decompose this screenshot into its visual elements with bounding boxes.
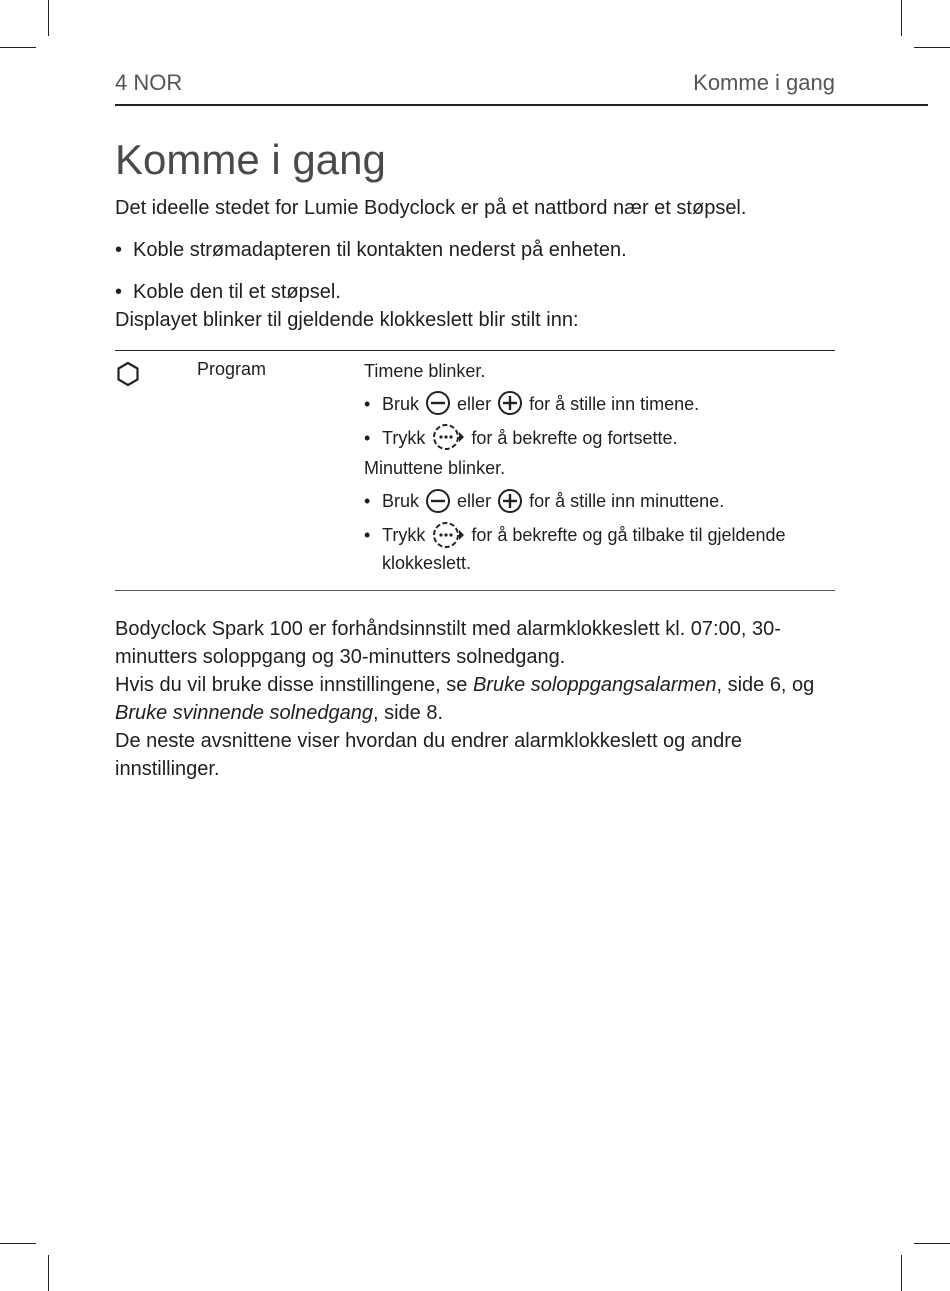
bullet-dot: • <box>115 239 123 261</box>
instruction-item <box>364 522 835 575</box>
page-number: 4 NOR <box>115 70 183 95</box>
crop-mark <box>0 1243 36 1244</box>
list-item <box>115 278 840 306</box>
instruction-item <box>364 488 835 514</box>
instruction-text: Bruk <box>382 394 420 414</box>
instruction-text: Trykk <box>382 525 426 546</box>
page-content <box>115 134 840 783</box>
bullet-dot: • <box>364 525 371 546</box>
bullet-text: Koble den til et støpsel. <box>133 281 341 303</box>
bullet-text: Koble strømadapteren til kontakten nederst på enheten. <box>133 239 627 261</box>
plus-circle-icon <box>497 390 523 416</box>
intro-paragraph: Det ideelle stedet for Lumie Bodyclock er på et nattbord nær et støpsel. <box>115 197 747 219</box>
instruction-text: for å bekrefte og gå tilbake til gjeldende klokkeslett. <box>382 525 786 573</box>
running-header: Komme i gang <box>693 70 835 95</box>
cross-reference: Bruke svinnende solnedgang <box>115 701 373 724</box>
bullet-dot: • <box>364 491 371 512</box>
header-rule <box>115 104 928 106</box>
minutes-heading: Minuttene blinker. <box>364 458 506 479</box>
program-instructions <box>364 351 835 591</box>
bullet-dot: • <box>364 394 371 414</box>
hours-heading: Timene blinker. <box>364 361 486 381</box>
settings-paragraph <box>115 671 840 727</box>
instruction-text: for å bekrefte og fortsette. <box>471 428 678 448</box>
cross-reference: Bruke soloppgangsalarmen <box>472 673 717 696</box>
paragraph-text: , side 8. <box>372 701 444 724</box>
crop-mark <box>901 0 902 36</box>
crop-mark <box>48 0 49 36</box>
instruction-text: Trykk <box>382 428 426 448</box>
menu-button-icon <box>431 422 465 452</box>
next-sections-paragraph: De neste avsnittene viser hvordan du endrer alarmklokkeslett og andre innstillinger. <box>115 729 743 780</box>
crop-mark <box>901 1255 902 1291</box>
crop-mark <box>48 1255 49 1291</box>
program-button-icon <box>115 361 141 387</box>
instruction-text: eller <box>457 394 492 414</box>
crop-mark <box>0 47 36 48</box>
instruction-text: Bruk <box>382 491 420 512</box>
display-paragraph: Displayet blinker til gjeldende klokkeslett blir stilt inn: <box>115 309 579 331</box>
bullet-dot: • <box>115 281 123 303</box>
instruction-item <box>364 425 835 452</box>
program-label: Program <box>197 359 267 379</box>
minus-circle-icon <box>425 488 451 514</box>
paragraph-text: Hvis du vil bruke disse innstillingene, se <box>115 673 473 696</box>
bullet-dot: • <box>364 428 371 448</box>
crop-mark <box>914 1243 950 1244</box>
instruction-item <box>364 391 835 417</box>
preset-paragraph: Bodyclock Spark 100 er forhåndsinnstilt med alarmklokkeslett kl. 07:00, 30-minutters soloppgang og 30-minutters solnedgang. <box>115 617 781 668</box>
instruction-text: for å stille inn timene. <box>529 394 700 414</box>
paragraph-text: , side 6, og <box>716 673 815 696</box>
menu-button-icon <box>431 520 465 550</box>
crop-mark <box>914 47 950 48</box>
instruction-text: for å stille inn minuttene. <box>529 491 725 512</box>
instruction-text: eller <box>457 491 492 512</box>
minus-circle-icon <box>425 390 451 416</box>
page-title: Komme i gang <box>115 136 386 183</box>
list-item <box>115 236 840 264</box>
program-icon-cell <box>115 351 197 591</box>
program-table <box>115 350 835 591</box>
plus-circle-icon <box>497 488 523 514</box>
